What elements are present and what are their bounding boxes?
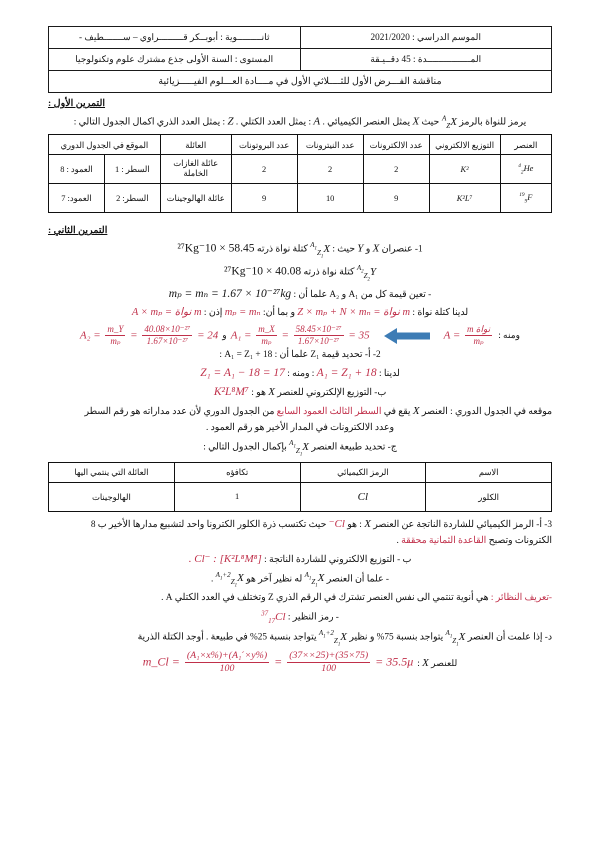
ex2-isotope-symbol-line [48,608,552,626]
ex2-q2d-text: ج- تحديد طبيعة العنصر [311,442,397,453]
table-row [49,482,552,511]
ex2-isotope-sym-label: - رمز النظير : [287,612,339,623]
ex2-q3-text-b: و بما أن: [263,307,295,318]
ex2-A1-f1-den: mₚ [261,336,272,347]
ex2-massY-label: كتلة نواة ذرته [303,267,355,278]
ex1-r1-nuclide [518,163,534,176]
ex2-th-valence: تكافؤه [174,462,300,482]
ex1-r1-row-label: السطر : 1 [104,155,160,184]
ex2-td-name: الكلور [426,482,552,511]
exam-title-cell: مناقشة الفـــرض الأول للثــــلاثي الأول في مــــادة العـــلوم الفيـــــزيائية [49,71,552,93]
ex1-X: X [450,115,457,128]
ex2-mcl-X: X [422,656,429,669]
ex1-r1-family: عائلة الغازات الخاملة [160,155,231,184]
ex2-q1-and: و [365,245,371,256]
ex2-q2-eq: mₚ = mₙ = 1.67 × 10⁻²⁷kg [168,287,292,300]
ex2-q2d-rest: بإكمال الجدول التالي : [203,442,287,453]
ex1-nuclide-symbol: $^A_Z$X [441,114,457,130]
ex2-q3a-heading: 3- أ- الرمز الكيميائي للشاردة الناتجة عن العنصر [373,519,552,530]
ex2-A2-expression [80,325,218,347]
ex2-mcl-tail: للعنصر X : [417,656,458,669]
ex2-pos-X: X [412,405,420,418]
blue-arrow-annotation [384,328,430,344]
ex1-r2-neutrons: 10 [297,184,363,213]
ex2-z1-solution-line [48,365,552,382]
ex2-q3c-mid: له نظير آخر هو [246,574,303,585]
ex2-td-family: الهالوجينات [49,482,175,511]
ex2-q3d-nuclide1: $^{A_1}_{Z_1}$X [445,629,466,648]
ex1-r1-neutrons: 2 [297,155,363,184]
ex2-mcl-frac1 [185,651,269,675]
table-row [49,184,552,213]
ex2-z1-pre: لدينا : [378,368,400,379]
ex2-q2b-mid: هو : [251,387,266,398]
ex2-q2d-nuclide: $^{A_1}_{Z_1}$X [289,439,309,458]
ex2-A1-result: = 35 [348,329,370,342]
header-row-2 [49,49,552,71]
ex1-r1-electrons: 2 [363,155,429,184]
ex2-q3c-pre: - علما أن العنصر [326,574,389,585]
ex2-q3a-l2a: الكترونات وتصبح [488,535,552,546]
ex1-r1-config: K² [429,155,500,184]
ex2-q2b-X: X [268,385,275,398]
ex2-z1-mid: : ومنه : [287,368,315,379]
ex2-q3a-hu: : هو [347,519,362,530]
ex2-mcl-expression: m_Cl = $\frac{\text{(A₁×x\%)+(A₁ˊ×y\%)}}{100}$ = $\frac{(37\times\times 25)+(35\times 75)}{100}$ = 35.5μ [142,650,414,675]
ex2-A1-eq1: = [281,329,289,342]
ex2-mcl-f1-num: (A₁×x%)+(A₁ˊ×y%) [185,651,269,663]
ex2-q3c-line [48,570,552,591]
ex1-r2-family: عائلة الهالوجينات [160,184,231,213]
ex2-q3-text-a: لدينا كتلة نواة : [412,307,469,318]
ex2-th-family: العائلة التي ينتمي اليها [49,462,175,482]
table-row [49,155,552,184]
ex2-q3a-ion: Cl⁻ [328,517,345,530]
ex2-q3-text-c: إذن : [203,307,223,318]
header-row-1 [49,27,552,49]
ex2-formula-A-frac [465,325,492,347]
ex2-A1-f1-num: m_X [256,325,277,336]
ex2-mcl-frac2 [287,651,370,675]
ex1-header-row [49,135,552,155]
exercise1-data-table [48,134,552,213]
ex2-mcl-eq: = [274,654,283,669]
level-cell: المستوى : السنة الأولى جذع مشترك علوم وتكنولوجيا [49,49,301,71]
ex1-r1-A: 4 [518,163,521,170]
ex2-q3-eq-c: m نواة = A × mₚ [131,306,202,318]
ex2-th-symbol: الرمز الكيميائي [300,462,426,482]
ex2-q1-post: حيث : [332,245,355,256]
ex2-q3-text-d: ومنه : [498,329,521,340]
school-name-cell: ثانـــــــــوية : أبوبــكر قـــــــــراوي – ســـــــطيف - [49,27,301,49]
ex1-th-config: التوزيع الالكتروني [429,135,500,155]
ex2-nuclide-Y: $^{A_2}_{Z_2}$Y [356,264,377,283]
ex1-r2-row-label: السطر: 2 [104,184,160,213]
ex1-r2-config: K²L⁷ [429,184,500,213]
ex2-isotope-def-label: -تعريف النظائر : [490,593,552,604]
duration-cell: المــــــــــــــــدة : 45 دقــيـقة [300,49,552,71]
ex2-A1-frac2 [294,325,344,347]
arrow-left-icon [384,328,430,344]
ex1-r2-protons: 9 [231,184,297,213]
ex2-mcl-row [48,651,552,675]
ex2-A2-f2-num: 40.08×10⁻²⁷ [142,325,192,336]
ex1-stmt-a: يرمز للنواة بالرمز [459,117,527,128]
ex2-position-line [48,403,552,420]
ex2-q2-line [48,286,552,303]
ex2-q3d-line [48,628,552,649]
ex1-r2-electrons: 9 [363,184,429,213]
ex2-q3a-line [48,516,552,533]
ex1-r1-element [500,155,551,184]
ex2-and-sep: و [222,329,227,340]
ex1-r1-protons: 2 [231,155,297,184]
ex2-q3-line [48,305,552,321]
ex2-q3d-mid2: يتواجد بنسبة 25% في طبيعة . أوجد الكتلة الذرية [137,633,317,644]
ex2-A2-result: = 24 [197,329,219,342]
exercise1-heading: التمرين الأول : [48,98,106,109]
ex2-q1-X: X [372,243,380,256]
ex2-q1-massY-line [48,263,552,284]
ex1-th-element: العنصر [500,135,551,155]
exercise2-heading: التمرين الثاني : [48,225,108,237]
ex2-q3a-rest: حيث تكتسب ذرة الكلور الكترونا واحد لتشبيع مدارها الأخير ب 8 [90,519,327,530]
academic-year-cell: الموسم الدراسي : 2021/2020 [300,27,552,49]
ex1-r2-Z: 9 [524,198,528,205]
ex2-A1-frac1 [256,325,277,347]
ex2-z1-eq2: Z₁ = A₁ − 18 = 17 [200,366,285,379]
ex2-td-valence: 1 [174,482,300,511]
ex2-nuclide-X: $^{A_1}_{Z_1}$X [310,241,331,260]
ex2-position-line2: وعدد الالكترونات في المدار الأخير هو رقم العمود . [206,423,394,434]
ex1-X2: X [412,115,420,128]
ex2-formula-A-den: mₚ [473,336,484,347]
ex2-table-head [49,462,552,482]
ex2-q2b-config: K²L⁸M⁷ [213,385,249,398]
ex1-r2-nuclide [519,192,533,205]
ex2-q3b-line [48,551,552,568]
ex1-r2-sym: F [527,192,533,202]
ex2-massX-value: 58.45 × 10⁻²⁷Kg [177,243,255,256]
ex1-r1-sym: He [523,163,534,173]
ex2-A2-frac1 [105,325,125,347]
ex1-th-family: العائلة [160,135,231,155]
ex2-formula-A-num: m نواة [465,325,492,336]
ex2-q2-heading: 2- أ- تحديد قيمة Z₁ علما أن : A₁ = Z₁ + 18 : [219,349,381,360]
ex1-table-body [49,155,552,213]
ex1-stmt-b: حيث [421,117,440,128]
ex2-q1-Y: Y [357,243,364,256]
ex2-A2-f2-den: 1.67×10⁻²⁷ [146,336,189,347]
exercise1-heading-wrap [48,93,552,111]
ex2-isotope-sym-value: $^{37}_{17}$Cl [261,609,286,625]
ex2-header-row [49,462,552,482]
ex2-mcl-f2-den: 100 [321,663,337,675]
ex1-Z: Z [227,115,234,128]
ex2-q1-statement [48,240,552,261]
ex2-q3c-end: . [211,574,214,585]
ex2-A2-eq1: = [130,329,138,342]
ex2-q3a-X: X [364,517,371,530]
ex2-q3d-mid1: يتواجد بنسبة 75% و نظير [349,633,444,644]
ex2-formula-A-lhs: A = [443,329,461,342]
exercise2-heading-wrap [48,220,552,238]
ex2-q2-heading-line [48,349,552,363]
ex1-th-neutrons: عدد النيترونات [297,135,363,155]
exam-sheet [48,26,552,788]
ex2-mcl-tail-text: للعنصر [431,657,458,668]
ex2-A1-lhs: A₁ = [230,329,252,342]
ex1-stmt-e: : يمثل العدد الذري اكمال الجدول التالي : [73,117,226,128]
ex2-q1-pre: 1- عنصران [381,245,423,256]
ex2-isotope-def-line [48,592,552,606]
ex2-isotope-def-text: هي أنوية تنتمي الى نفس العنصر تشترك في الرقم الذري Z وتختلف في العدد الكتلي A . [161,593,489,604]
ex2-q2d-line [48,438,552,459]
ex2-mcl-f2-num: (37××25)+(35×75) [287,651,370,663]
ex2-q3c-nuclide2: $^{A_1+2}_{Z_1}$X [215,570,244,589]
ex2-mcl-result: = 35.5μ [375,654,414,669]
ex2-mcl-f1-den: 100 [219,663,235,675]
ex1-r2-col-label: العمود: 7 [49,184,105,213]
ex1-A: A [313,115,321,128]
ex2-table-body [49,482,552,511]
ex2-q3b-pre: ب - التوزيع الالكتروني للشاردة الناتجة : [264,554,412,565]
ex2-th-name: الاسم [426,462,552,482]
header-row-3 [49,71,552,93]
ex2-q2b-line [48,384,552,401]
ex2-z1-eq1: A₁ = Z₁ + 18 [316,366,377,379]
exercise2-data-table [48,462,552,512]
ex2-A1-f2-num: 58.45×10⁻²⁷ [294,325,344,336]
ex2-A2-f1-den: mₚ [110,336,121,347]
ex2-A2-lhs: A₂ = [79,329,101,342]
ex2-q3a-l2-highlight: القاعدة الثمانية محققة [401,535,487,546]
ex2-q3a-line2 [48,535,552,549]
ex2-A2-f1-num: m_Y [105,325,125,336]
ex2-q3c-nuclide1: $^{A_1}_{Z_1}$X [304,570,325,589]
ex2-q2b-pre: ب- التوزيع الإلكتروني للعنصر [277,387,387,398]
header-table [48,26,552,93]
ex2-pos-start: موقعه في الجدول الدوري : العنصر [421,407,552,418]
ex1-th-protons: عدد البروتونات [231,135,297,155]
ex1-r2-element [500,184,551,213]
ex2-q3b-config: Cl⁻ : [K²L⁸M⁸] . [188,552,262,565]
ex2-A1-f2-den: 1.67×10⁻²⁷ [297,336,340,347]
ex1-stmt-c: يمثل العنصر الكيميائي . [322,117,411,128]
ex2-massX-label: كتلة نواة ذرته [256,245,308,256]
ex2-q3d-pre: د- إذا علمت أن العنصر [467,633,552,644]
ex2-pos-highlight: السطر الثالث العمود السابع [276,407,382,418]
ex1-r2-A: 19 [519,192,525,199]
ex2-q3a-l2b: . [396,535,399,546]
ex2-pos-rest: من الجدول الدوري لأن عدد مداراته هو رقم السطر [84,407,275,418]
ex2-massY-value: 40.08 × 10⁻²⁷Kg [223,265,302,278]
ex2-q3d-nuclide2: $^{A_1+2}_{Z_1}$X [318,629,348,648]
ex1-table-head [49,135,552,155]
ex2-formula-A [444,325,495,347]
ex2-A1-expression [231,325,370,347]
ex2-td-symbol: Cl [300,482,426,511]
exercise1-statement [48,113,552,131]
ex2-q3-eq-a: m نواة = Z × mₚ + N × mₙ [297,306,411,318]
ex2-derivation-row [48,325,552,347]
ex2-pos-mid: يقع في [383,407,411,418]
ex1-th-electrons: عدد الالكترونات [363,135,429,155]
ex2-q3-eq-b: mₚ = mₙ [224,306,261,318]
ex1-stmt-d: : يمثل العدد الكتلي . [235,117,312,128]
ex1-r1-col-label: العمود : 8 [49,155,105,184]
ex2-q2-text: - تعين قيمة كل من A₁ و A₂ علما أن : [293,289,432,300]
ex1-th-position: الموقع في الجدول الدوري [49,135,161,155]
ex1-r1-Z: 2 [520,169,524,176]
ex2-mcl-lhs: m_Cl [142,654,169,669]
ex2-A2-frac2 [142,325,192,347]
